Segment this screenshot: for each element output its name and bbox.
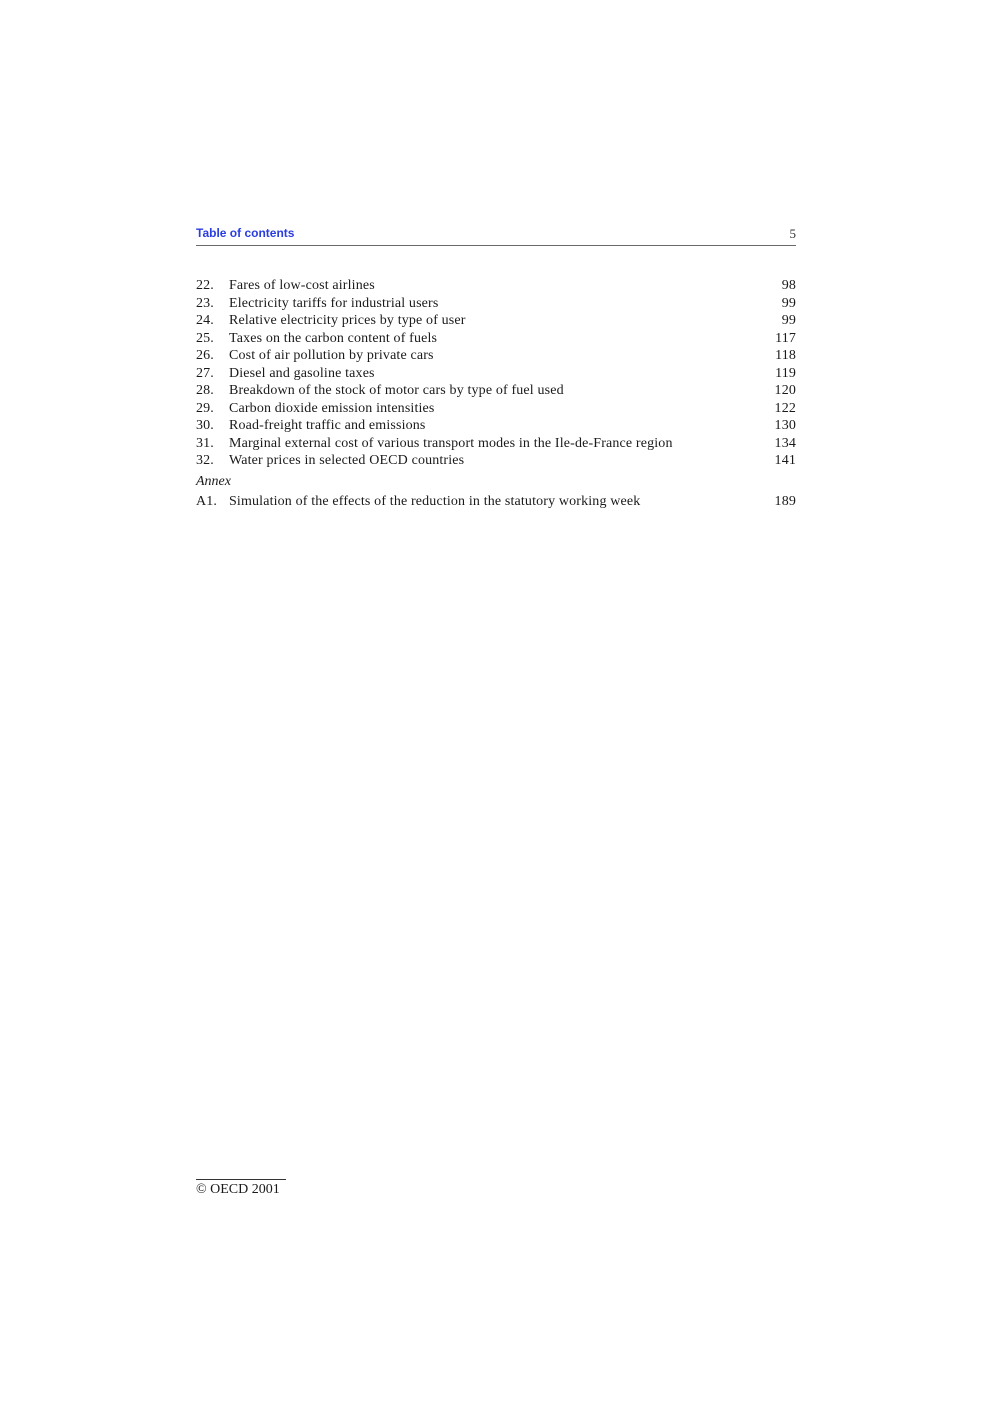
entry-title: Electricity tariffs for industrial users: [229, 295, 439, 311]
toc-entry: [196, 400, 796, 418]
toc-entry: [196, 295, 796, 313]
entry-number: 26.: [196, 348, 214, 363]
annex-heading: Annex: [196, 473, 231, 489]
toc-entry: [196, 365, 796, 383]
header-title: Table of contents: [196, 226, 295, 240]
toc-entry: [196, 435, 796, 453]
toc-entry: [196, 417, 796, 435]
entry-number: A1.: [196, 493, 218, 509]
copyright-notice: © OECD 2001: [196, 1182, 280, 1197]
toc-entry-annex: [196, 493, 796, 511]
entry-title: Marginal external cost of various transport modes in the Ile-de-France region: [229, 435, 673, 451]
table-of-contents: [196, 277, 796, 510]
entry-page: 130: [774, 418, 796, 433]
toc-entry: [196, 330, 796, 348]
entry-number: 31.: [196, 435, 214, 451]
entry-title: Simulation of the effects of the reduction in the statutory working week: [229, 493, 641, 509]
entry-page: 118: [775, 348, 796, 363]
entry-number: 22.: [196, 278, 214, 293]
entry-page: 120: [774, 383, 796, 398]
entry-number: 29.: [196, 400, 214, 416]
entry-number: 32.: [196, 453, 214, 468]
entry-title: Road-freight traffic and emissions: [229, 418, 426, 433]
entry-page: 134: [774, 435, 796, 451]
entry-number: 24.: [196, 313, 214, 328]
entry-page: 122: [774, 400, 796, 416]
entry-title: Carbon dioxide emission intensities: [229, 400, 435, 416]
entry-page: 99: [781, 295, 796, 311]
entry-page: 119: [775, 365, 796, 381]
entry-page: 117: [775, 330, 796, 346]
entry-title: Cost of air pollution by private cars: [229, 348, 434, 363]
entry-number: 23.: [196, 295, 214, 311]
running-header: [196, 225, 796, 246]
entry-title: Fares of low-cost airlines: [229, 278, 375, 293]
toc-entry: [196, 347, 796, 365]
header-page-number: 5: [789, 226, 796, 241]
entry-number: 27.: [196, 365, 214, 381]
entry-title: Diesel and gasoline taxes: [229, 365, 375, 381]
toc-entry: [196, 382, 796, 400]
entry-number: 28.: [196, 383, 214, 398]
entry-number: 25.: [196, 330, 214, 346]
entry-page: 141: [774, 453, 796, 468]
entry-page: 98: [781, 278, 796, 293]
entry-title: Breakdown of the stock of motor cars by type of fuel used: [229, 383, 564, 398]
toc-entry: [196, 452, 796, 470]
toc-entry: [196, 312, 796, 330]
entry-title: Relative electricity prices by type of user: [229, 313, 466, 328]
entry-page: 99: [781, 313, 796, 328]
footer-divider: [196, 1179, 286, 1180]
entry-title: Water prices in selected OECD countries: [229, 453, 465, 468]
toc-entry: [196, 277, 796, 295]
entry-number: 30.: [196, 418, 214, 433]
entry-page: 189: [774, 493, 796, 509]
entry-title: Taxes on the carbon content of fuels: [229, 330, 438, 346]
